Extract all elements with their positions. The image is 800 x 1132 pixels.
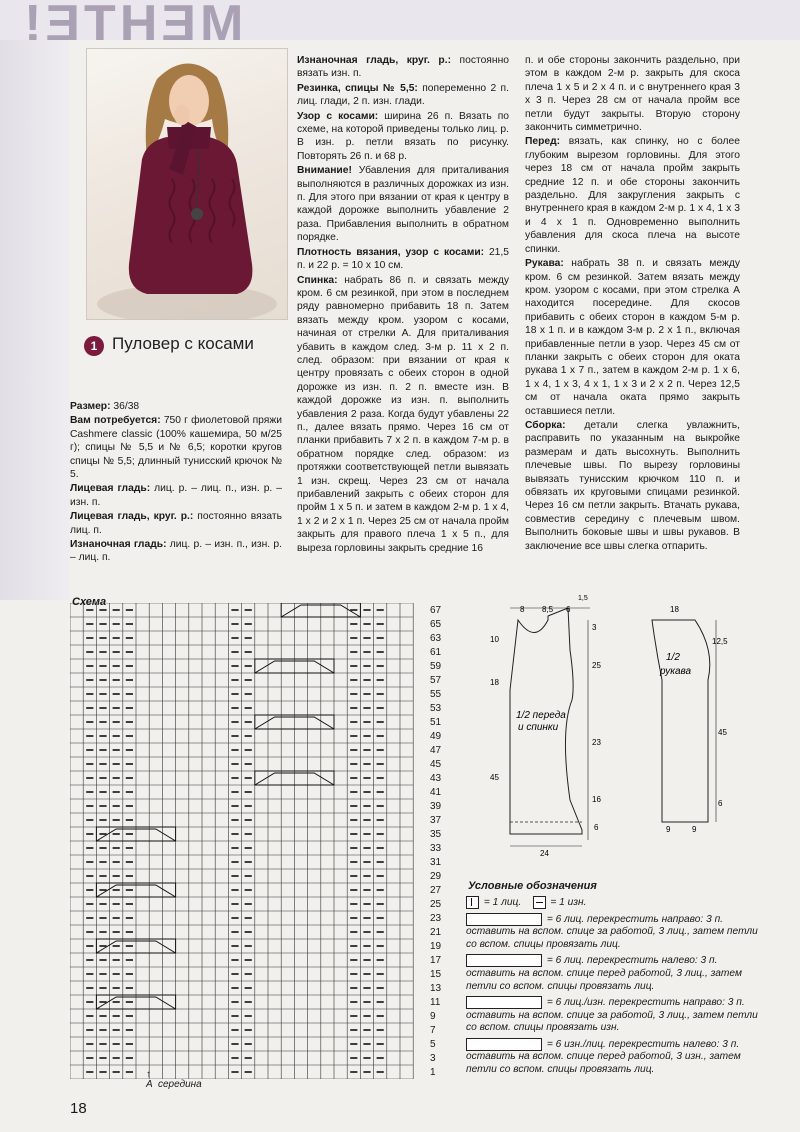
chart-row-number: 39 — [430, 801, 442, 812]
header-band — [0, 0, 800, 40]
back-continued-value: п. и обе стороны закончить раздельно, при этом в каждом 2-м р. закрыть для скоса плеча 1 х 5 и 2 х 4 п. и с внутреннего края 3 х 3 п. Через 28 см от начала пройм все петли будут закрыты. Вторую сторону закончить симметрично. — [525, 55, 740, 134]
cable-right-symbol-icon — [466, 913, 542, 926]
sleeve-bottom-2: 9 — [692, 825, 697, 834]
sleeve-right-1: 12,5 — [712, 637, 728, 646]
reverse-value: лиц. р. – изн. п., изн. р. – лиц. п. — [70, 539, 282, 564]
chart-row-number: 31 — [430, 857, 442, 868]
reverse-round-label: Изнаночная гладь, круг. р.: — [297, 55, 451, 66]
legend-title: Условные обозначения — [468, 880, 597, 892]
cable-right-purl-symbol-icon — [466, 996, 542, 1009]
chart-row-number: 15 — [430, 969, 442, 980]
stocking-paragraph — [70, 482, 282, 509]
sleeve-top-dim: 18 — [670, 605, 679, 614]
attention-label: Внимание! — [297, 165, 352, 177]
page-number: 18 — [70, 1100, 87, 1117]
back-label: Спинка: — [297, 274, 338, 286]
assembly-paragraph — [525, 419, 740, 553]
model-photo — [86, 48, 288, 320]
chart-row-number: 11 — [430, 997, 441, 1008]
stocking-label: Лицевая гладь: — [70, 483, 151, 495]
dim-bottom: 24 — [540, 849, 549, 858]
assembly-value: детали слегка увлажнить, расправить по указанным на выкройке размерам и дать высохнуть. Выполнить плечевые швы. По вырезу горловины вывязать тунисским крючком 110 п. и обвязать их круговыми спицами резинкой. Через 16 см петли закрыть. Втачать рукава, совместив середину с плечевым швом. Выполнить боковые швы и швы рукавов. В заключение все швы слегка отпарить. — [525, 419, 740, 552]
chart-row-number: 45 — [430, 759, 442, 770]
pattern-title — [80, 318, 280, 368]
chart-row-number: 17 — [430, 955, 442, 966]
cable-pattern-label: Узор с косами: — [297, 110, 379, 122]
dim-right-1: 25 — [592, 661, 601, 670]
center-label: середина — [158, 1079, 202, 1090]
stocking-round-label: Лицевая гладь, круг. р.: — [70, 511, 194, 523]
garment-schematic — [480, 590, 730, 865]
legend-cable-left-purl-text: = 6 изн./лиц. перекрестить налево: 3 п. оставить на вспом. спице перед работой, 3 изн., затем петли со вспом. спицы провязать лиц. — [466, 1038, 741, 1075]
knit-symbol-icon — [466, 896, 479, 909]
chart-row-number: 53 — [430, 703, 442, 714]
dim-right-3: 16 — [592, 795, 601, 804]
chart-row-number: 61 — [430, 647, 442, 658]
chart-row-number: 57 — [430, 675, 442, 686]
front-back-label-1: 1/2 переда — [516, 710, 566, 721]
size-label: Размер: — [70, 401, 111, 412]
text-column-1 — [70, 400, 282, 566]
dim-1-5: 1,5 — [578, 595, 588, 602]
chart-row-number: 51 — [430, 717, 442, 728]
ribbing-paragraph — [297, 82, 509, 109]
front-back-label-2: и спинки — [518, 722, 559, 733]
front-value: вязать, как спинку, но с более глубоким вырезом горловины. Для этого через 18 см от начала пройм закрыть средние 12 п. и обе стороны закончить раздельно. Для закругления закрыть с внутреннего края в каждом 2-м р. 1 х 4, 1 х 3 и 4 х 1 п. Одновременно выполнить убавления для скоса плеча на высоте спинки. — [525, 136, 740, 255]
knitting-chart-grid — [70, 603, 426, 1079]
chart-row-number: 19 — [430, 941, 442, 952]
assembly-label: Сборка: — [525, 419, 566, 431]
text-column-2 — [297, 54, 509, 556]
chart-row-number: 55 — [430, 689, 442, 700]
sleeve-bottom-1: 9 — [666, 825, 671, 834]
dim-right-2: 23 — [592, 738, 601, 747]
sleeves-value: набрать 38 п. и связать между кром. 6 см резинкой. Затем вязать между кром. узором с косами, при этом стрелка А находится посередине. Для скосов прибавить с обеих сторон в каждом 5-м р. 18 х 1 п. и в каждом 3-м р. 2 х 1 п., включая прибавленные петли в узор. Через 45 см от планки закрыть с обеих сторон для оката рукава 1 х 7 п., затем в каждом 2-м р. 1 х 6, 1 х 4, 1 х 3, 4 х 1, 1 х 3 и 2 х 2 п. Через 12,5 см от начала оката прямо закрыть оставшиеся петли. — [525, 258, 740, 417]
cable-pattern-value: ширина 26 п. Вязать по схеме, на которой приведены только лиц. р. В изн. р. петли вязать по рисунку. Повторять 26 п. и 68 р. — [297, 110, 509, 162]
cable-pattern-paragraph — [297, 110, 509, 164]
sleeve-label-2: рукава — [660, 666, 692, 677]
sleeve-outline — [652, 620, 710, 822]
chart-row-number: 63 — [430, 633, 442, 644]
legend-knit — [466, 896, 766, 910]
model-illustration — [87, 49, 287, 319]
reverse-round-value: постоянно вязать изн. п. — [297, 55, 509, 80]
chart-row-number: 1 — [430, 1067, 436, 1078]
chart-row-number: 43 — [430, 773, 442, 784]
sleeve-label-1: 1/2 — [666, 652, 680, 663]
chart-row-number: 33 — [430, 843, 442, 854]
dim-left-2: 18 — [490, 678, 499, 687]
scheme-title: Схема — [72, 596, 107, 608]
chart-row-number: 67 — [430, 605, 442, 616]
legend-cable-left-text: = 6 лиц. перекрестить налево: 3 п. оставить на вспом. спице перед работой, 3 лиц., затем петли со вспом. спицы провязать лиц. — [466, 955, 742, 992]
gauge-paragraph — [297, 246, 509, 273]
chart-row-number: 9 — [430, 1011, 436, 1022]
side-decoration — [0, 40, 70, 600]
stocking-round-paragraph — [70, 510, 282, 537]
dim-top-2: 8,5 — [542, 605, 554, 614]
cable-left-purl-symbol-icon — [466, 1038, 542, 1051]
front-paragraph — [525, 135, 740, 256]
legend-cable-right-purl-text: = 6 лиц./изн. перекрестить направо: 3 п. оставить на вспом. спице за работой, 3 лиц., затем петли со вспом. спицы провязать изн. — [466, 997, 758, 1034]
chart-row-number: 21 — [430, 927, 442, 938]
sleeves-paragraph — [525, 257, 740, 418]
chart-row-number: 35 — [430, 829, 442, 840]
sleeves-label: Рукава: — [525, 258, 564, 270]
dim-top-3: 6 — [566, 605, 571, 614]
front-label: Перед: — [525, 136, 561, 148]
gauge-value: 21,5 п. и 22 р. = 10 х 10 см. — [297, 246, 509, 272]
legend-cable-left-purl — [466, 1038, 766, 1077]
materials-paragraph — [70, 414, 282, 481]
chart-row-number: 29 — [430, 871, 442, 882]
materials-value: 750 г фиолетовой пряжи Cashmere classic (100% кашемира, 50 м/25 г); спицы № 5,5 и № 6,5; коротки кругов спицы № 5,5; длинный тунисский крючок № 5. — [70, 415, 282, 481]
chart-row-number: 3 — [430, 1053, 436, 1064]
pattern-title-text: Пуловер с косами — [112, 334, 254, 353]
chart-row-number: 37 — [430, 815, 442, 826]
materials-label: Вам потребуется: — [70, 415, 161, 427]
ribbing-value: попеременно 2 п. лиц. глади, 2 п. изн. глади. — [297, 82, 509, 108]
text-column-3 — [525, 54, 740, 554]
chart-row-number: 13 — [430, 983, 442, 994]
pattern-number-badge: 1 — [84, 336, 104, 356]
legend-knit-text: = 1 лиц. — [483, 897, 522, 909]
ribbing-label: Резинка, спицы № 5,5: — [297, 82, 418, 94]
size-value: 36/38 — [110, 401, 140, 412]
legend-cable-right-text: = 6 лиц. перекрестить направо: 3 п. оставить на вспом. спице за работой, 3 лиц., затем петли со вспом. спицы провязать лиц. — [466, 913, 758, 950]
dim-left-3: 45 — [490, 773, 499, 782]
sleeve-right-2: 45 — [718, 728, 727, 737]
arrow-up-icon: ↑ — [146, 1069, 151, 1080]
cable-left-symbol-icon — [466, 954, 542, 967]
chart-row-number: 7 — [430, 1025, 436, 1036]
dim-top-1: 8 — [520, 605, 525, 614]
back-continued-paragraph — [525, 54, 740, 134]
stocking-round-value: постоянно вязать лиц. п. — [70, 511, 282, 536]
gauge-label: Плотность вязания, узор с косами: — [297, 246, 485, 258]
chart-row-number: 59 — [430, 661, 442, 672]
legend-purl-text: = 1 изн. — [550, 897, 587, 909]
chart-row-number: 65 — [430, 619, 442, 630]
chart-row-number: 23 — [430, 913, 442, 924]
chart-row-number: 47 — [430, 745, 442, 756]
header-band-text: МЕНТЕ! — [20, 0, 244, 40]
chart-row-number: 25 — [430, 899, 442, 910]
dim-left-1: 10 — [490, 635, 499, 644]
chart-row-number: 41 — [430, 787, 442, 798]
dim-right-4: 6 — [594, 823, 599, 832]
attention-paragraph — [297, 164, 509, 244]
legend — [466, 896, 766, 1079]
reverse-paragraph — [70, 538, 282, 565]
legend-cable-right — [466, 913, 766, 952]
arrow-label: A — [146, 1079, 153, 1090]
chart-row-number: 27 — [430, 885, 442, 896]
attention-value: Убавления для приталивания выполняются в различных дорожках из изн. п. Для этого при вязании от края к центру в каждой дорожке выполнить убавление 2 раза. Прибавления выполнить в обратном порядке. — [297, 165, 509, 244]
back-value: набрать 86 п. и связать между кром. 6 см резинкой, при этом в последнем ряду равномерно прибавить 18 п. Затем вязать между кром. узором с косами, начиная от стрелки А. Для приталивания убавить в каждом след. 3-м р. 11 х 2 п. след. образом: при вязании от края к центру провязать с обеих сторон в одной дорожке из изн. п. 2 п. вместе изн. В каждой дорожке из изн. п. выполнить убавления 2 раза. Когда будут убавлены 22 п., далее вязать прямо. Через 16 см от планки прибавить 7 х 2 п. в каждом 7-м р. в обратном порядке след. образом: из протяжки соответствующей петли вывязать 1 изн. скрещ. Через 23 см от начала прибавлений закрыть с обеих сторон для пройм 1 х 5 п. и затем в каждом 2-м р. 1 х 4, 1 х 2 и 2 х 1 п. Через 25 см от начала пройм закрыть для правого плеча 1 х 5 п., для выреза горловины закрыть средние 16 — [297, 274, 509, 554]
sleeve-right-3: 6 — [718, 799, 723, 808]
front-back-outline — [510, 608, 582, 834]
stocking-value: лиц. р. – лиц. п., изн. р. – изн. п. — [70, 483, 282, 508]
purl-symbol-icon — [533, 896, 546, 909]
legend-cable-left — [466, 954, 766, 993]
chart-row-number: 5 — [430, 1039, 436, 1050]
chart-row-number: 49 — [430, 731, 442, 742]
dim-3: 3 — [592, 623, 597, 632]
back-paragraph — [297, 274, 509, 556]
legend-cable-right-purl — [466, 996, 766, 1035]
size-paragraph — [70, 400, 282, 413]
reverse-label: Изнаночная гладь: — [70, 539, 167, 551]
reverse-round-paragraph — [297, 54, 509, 81]
